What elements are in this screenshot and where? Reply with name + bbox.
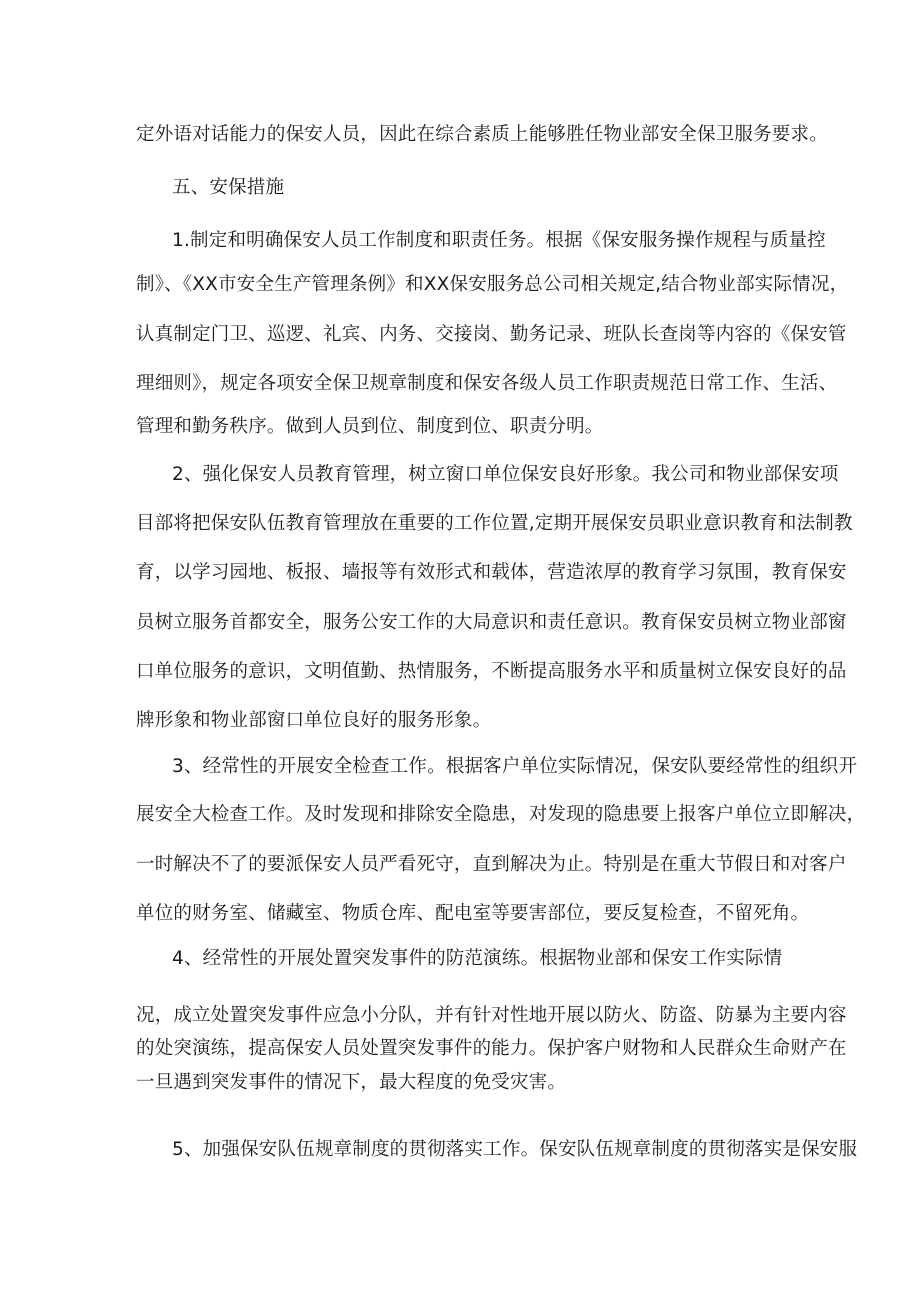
text-line: 2、强化保安人员教育管理，树立窗口单位保安良好形象。我公司和物业部保安项 [172, 464, 839, 485]
text-line: 理细则》，规定各项安全保卫规章制度和保安各级人员工作职责规范日常工作、生活、 [136, 373, 838, 394]
text-line: 口单位服务的意识，文明值勤、热情服务，不断提高服务水平和质量树立保安良好的品 [136, 661, 847, 682]
text-line: 管理和勤务秩序。做到人员到位、制度到位、职责分明。 [136, 416, 604, 437]
text-line: 目部将把保安队伍教育管理放在重要的工作位置,定期开展保安员职业意识教育和法制教 [136, 513, 853, 534]
text-line: 4、经常性的开展处置突发事件的防范演练。根据物业部和保安工作实际情 [172, 948, 783, 969]
text-line: 员树立服务首都安全，服务公安工作的大局意识和责任意识。教育保安员树立物业部窗 [136, 612, 847, 633]
text-line: 一时解决不了的要派保安人员严看死守，直到解决为止。特别是在重大节假日和对客户 [136, 854, 847, 875]
text-line: 展安全大检查工作。及时发现和排除安全隐患，对发现的隐患要上报客户单位立即解决， [136, 804, 866, 825]
text-line: 的处突演练，提高保安人员处置突发事件的能力。保护客户财物和人民群众生命财产在 [136, 1038, 847, 1059]
text-line: 认真制定门卫、巡逻、礼宾、内务、交接岗、勤务记录、班队长查岗等内容的《保安管 [136, 324, 847, 345]
text-line: 单位的财务室、储藏室、物质仓库、配电室等要害部位，要反复检查，不留死角。 [136, 903, 810, 924]
text-line: 5、加强保安队伍规章制度的贯彻落实工作。保安队伍规章制度的贯彻落实是保安服 [172, 1139, 858, 1160]
text-line: 定外语对话能力的保安人员，因此在综合素质上能够胜任物业部安全保卫服务要求。 [136, 124, 828, 145]
text-line: 育，以学习园地、板报、墙报等有效形式和载体，营造浓厚的教育学习氛围，教育保安 [136, 562, 847, 583]
text-line: 一旦遇到突发事件的情况下，最大程度的免受灾害。 [136, 1072, 567, 1093]
text-line: 3、经常性的开展安全检查工作。根据客户单位实际情况，保安队要经常性的组织开 [172, 756, 858, 777]
text-line: 牌形象和物业部窗口单位良好的服务形象。 [136, 710, 492, 731]
text-line: 制》、《XX市安全生产管理条例》和XX保安服务总公司相关规定,结合物业部实际情况， [136, 274, 849, 295]
text-line: 1.制定和明确保安人员工作制度和职责任务。根据《保安服务操作规程与质量控 [172, 230, 826, 251]
text-line: 况，成立处置突发事件应急小分队，并有针对性地开展以防火、防盗、防暴为主要内容 [136, 1005, 847, 1026]
section-heading: 五、安保措施 [172, 177, 285, 198]
